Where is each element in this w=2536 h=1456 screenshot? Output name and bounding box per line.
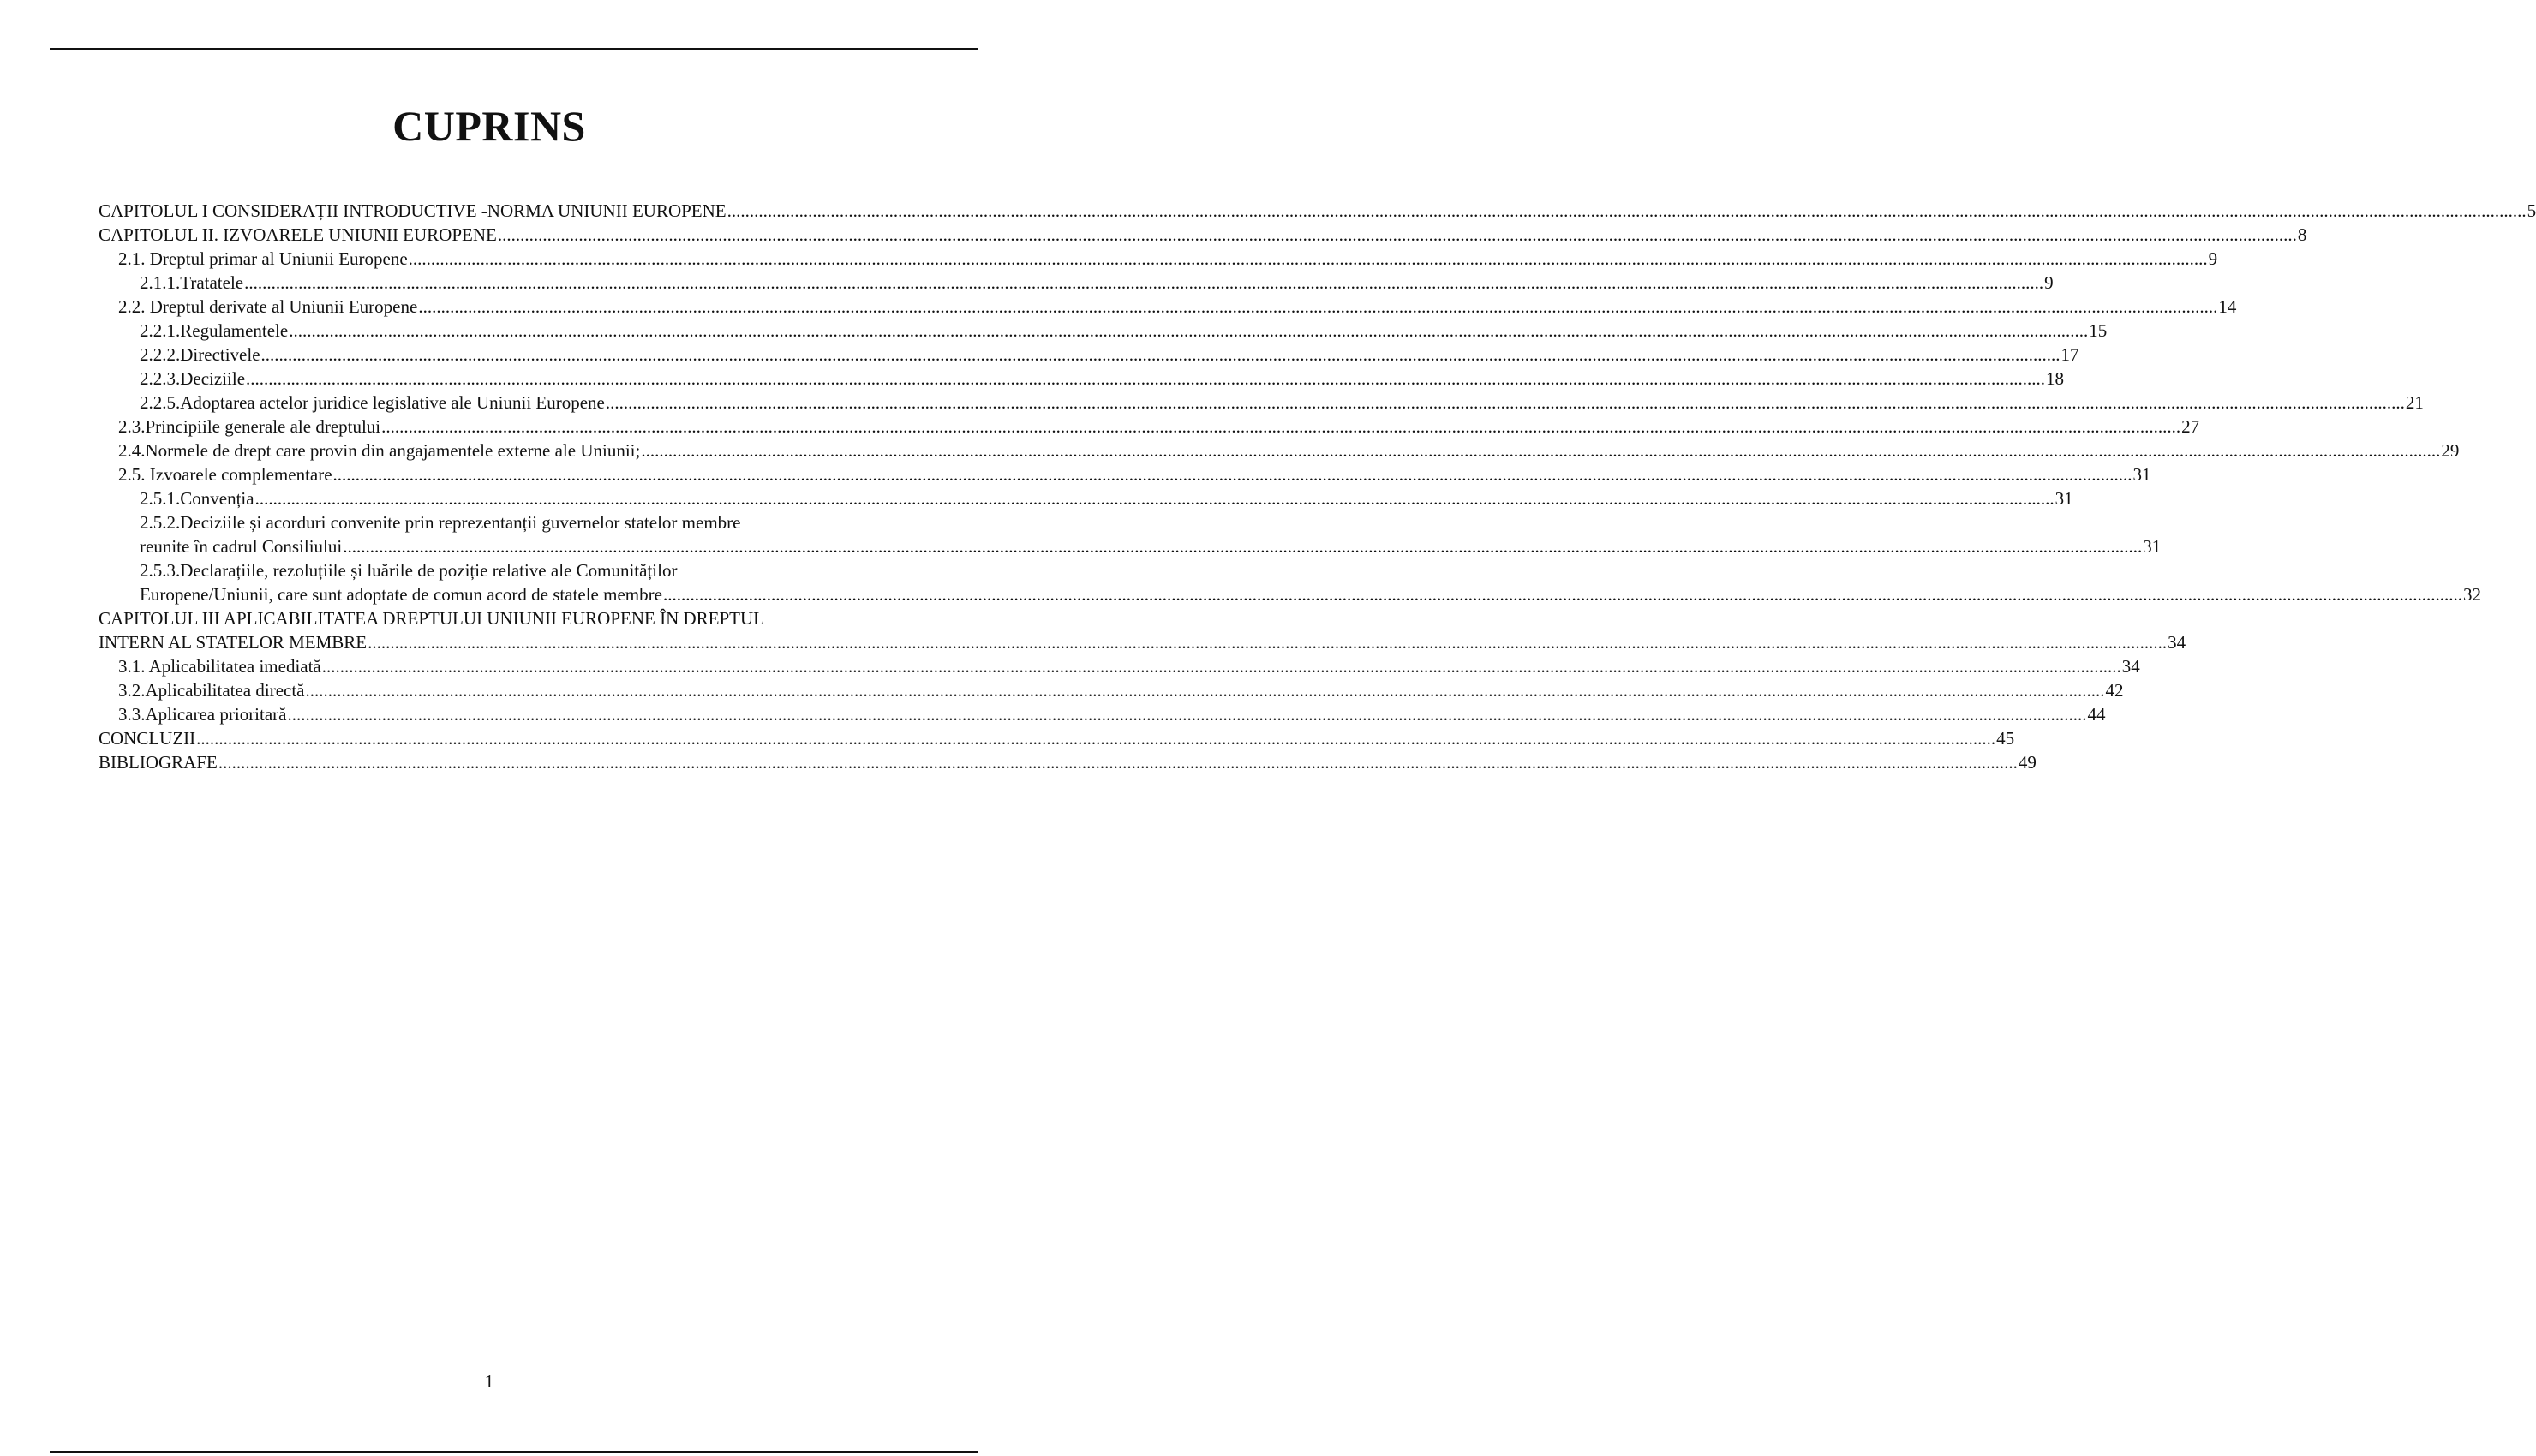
toc-entry xyxy=(99,462,2151,486)
toc-page-number: 42 xyxy=(2105,680,2124,701)
toc-entry xyxy=(99,702,2106,726)
dot-leader: ................................................................................................................................................................................................................................................................................................................................................................................................................ xyxy=(287,704,2087,725)
toc-entry-text-line: 2.5.2.Deciziile și acorduri convenite prin reprezentanții guvernelor statelor membre xyxy=(140,512,741,533)
dot-leader: ................................................................................................................................................................................................................................................................................................................................................................................................................ xyxy=(244,272,2044,293)
toc-entry xyxy=(99,654,2140,678)
toc-page-number: 31 xyxy=(2132,464,2151,485)
toc-entry xyxy=(99,510,2162,558)
dot-leader: ................................................................................................................................................................................................................................................................................................................................................................................................................ xyxy=(196,728,1996,749)
dot-leader: ................................................................................................................................................................................................................................................................................................................................................................................................................ xyxy=(418,296,2218,317)
dot-leader: ................................................................................................................................................................................................................................................................................................................................................................................................................ xyxy=(641,440,2441,461)
header-rule xyxy=(50,48,978,50)
toc-entry xyxy=(99,343,2079,367)
toc-entry xyxy=(99,678,2124,702)
toc-page-number: 9 xyxy=(2208,248,2218,269)
toc-row xyxy=(99,750,2037,774)
toc-row xyxy=(99,630,2186,654)
toc-entry xyxy=(99,295,2237,319)
toc-page-number: 34 xyxy=(2168,632,2186,653)
toc-row xyxy=(118,462,2151,486)
toc-entry xyxy=(99,367,2065,391)
toc-page-number: 44 xyxy=(2087,704,2106,725)
toc-page-number: 15 xyxy=(2089,320,2108,341)
toc-entry xyxy=(99,391,2424,415)
toc-row xyxy=(140,367,2065,391)
dot-leader: ................................................................................................................................................................................................................................................................................................................................................................................................................ xyxy=(305,680,2105,701)
table-of-contents xyxy=(99,199,2536,774)
toc-entry-title: 3.1. Aplicabilitatea imediată xyxy=(118,656,321,677)
toc-page-number: 8 xyxy=(2297,224,2307,245)
dot-leader: ................................................................................................................................................................................................................................................................................................................................................................................................................ xyxy=(727,200,2527,221)
dot-leader: ................................................................................................................................................................................................................................................................................................................................................................................................................ xyxy=(332,464,2132,485)
toc-entry-title: CAPITOLUL I CONSIDERAȚII INTRODUCTIVE -NORMA UNIUNII EUROPENE xyxy=(99,200,727,221)
toc-row xyxy=(140,319,2108,343)
toc-page-number: 32 xyxy=(2462,584,2481,605)
dot-leader: ................................................................................................................................................................................................................................................................................................................................................................................................................ xyxy=(343,536,2143,557)
dot-leader: ................................................................................................................................................................................................................................................................................................................................................................................................................ xyxy=(289,320,2089,341)
toc-entry-title: 2.1.1.Tratatele xyxy=(140,272,244,293)
toc-entry-title: 2.2. Dreptul derivate al Uniunii Europene xyxy=(118,296,418,317)
toc-row xyxy=(118,295,2237,319)
dot-leader: ................................................................................................................................................................................................................................................................................................................................................................................................................ xyxy=(381,416,2181,437)
toc-entry-title: 3.2.Aplicabilitatea directă xyxy=(118,680,305,701)
toc-row xyxy=(118,702,2106,726)
toc-entry-title: CAPITOLUL II. IZVOARELE UNIUNII EUROPENE xyxy=(99,224,497,245)
toc-entry xyxy=(99,750,2037,774)
toc-page-number: 34 xyxy=(2121,656,2140,677)
toc-entry-title: 2.2.2.Directivele xyxy=(140,344,260,365)
toc-entry-title: 2.5.1.Convenția xyxy=(140,488,254,509)
dot-leader: ................................................................................................................................................................................................................................................................................................................................................................................................................ xyxy=(662,584,2462,605)
toc-entry-title: 2.3.Principiile generale ale dreptului xyxy=(118,416,381,437)
toc-row xyxy=(140,486,2073,510)
toc-page-number: 21 xyxy=(2405,392,2424,413)
toc-page-number: 31 xyxy=(2055,488,2073,509)
toc-entry xyxy=(99,199,2536,223)
toc-row xyxy=(118,247,2218,271)
toc-entry xyxy=(99,606,2186,654)
toc-entry xyxy=(99,271,2054,295)
toc-row xyxy=(140,534,2162,558)
toc-entry-title: INTERN AL STATELOR MEMBRE xyxy=(99,632,368,653)
toc-page-number: 45 xyxy=(1996,728,2015,749)
toc-page-number: 18 xyxy=(2046,368,2065,389)
page-number: 1 xyxy=(484,1371,494,1392)
toc-row xyxy=(118,678,2124,702)
toc-entry xyxy=(99,247,2218,271)
toc-page-number: 31 xyxy=(2143,536,2162,557)
toc-page-number: 9 xyxy=(2044,272,2054,293)
toc-row xyxy=(140,391,2424,415)
page-title: CUPRINS xyxy=(392,102,586,150)
toc-entry-title: 2.2.5.Adoptarea actelor juridice legislative ale Uniunii Europene xyxy=(140,392,605,413)
toc-entry xyxy=(99,558,2481,606)
toc-page-number: 49 xyxy=(2018,752,2037,773)
dot-leader: ................................................................................................................................................................................................................................................................................................................................................................................................................ xyxy=(321,656,2121,677)
toc-entry-title: 2.1. Dreptul primar al Uniunii Europene xyxy=(118,248,408,269)
toc-page-number: 29 xyxy=(2441,440,2460,461)
dot-leader: ................................................................................................................................................................................................................................................................................................................................................................................................................ xyxy=(260,344,2060,365)
toc-entry-text-line: CAPITOLUL III APLICABILITATEA DREPTULUI UNIUNII EUROPENE ÎN DREPTUL xyxy=(99,608,764,629)
toc-entry-title: 3.3.Aplicarea prioritară xyxy=(118,704,287,725)
toc-row xyxy=(99,199,2536,223)
toc-entry-title: 2.4.Normele de drept care provin din angajamentele externe ale Uniunii; xyxy=(118,440,641,461)
toc-entry xyxy=(99,223,2307,247)
toc-entry-text-line: 2.5.3.Declarațiile, rezoluțiile și luările de poziție relative ale Comunităților xyxy=(140,560,678,581)
toc-entry xyxy=(99,319,2108,343)
dot-leader: ................................................................................................................................................................................................................................................................................................................................................................................................................ xyxy=(408,248,2208,269)
toc-entry xyxy=(99,726,2015,750)
toc-row xyxy=(140,582,2481,606)
toc-entry xyxy=(99,415,2200,439)
dot-leader: ................................................................................................................................................................................................................................................................................................................................................................................................................ xyxy=(497,224,2297,245)
toc-row xyxy=(99,223,2307,247)
toc-entry-title: reunite în cadrul Consiliului xyxy=(140,536,343,557)
toc-entry-title: 2.2.1.Regulamentele xyxy=(140,320,289,341)
toc-entry-title: 2.5. Izvoarele complementare xyxy=(118,464,332,485)
dot-leader: ................................................................................................................................................................................................................................................................................................................................................................................................................ xyxy=(605,392,2405,413)
toc-entry-title: 2.2.3.Deciziile xyxy=(140,368,246,389)
toc-page-number: 17 xyxy=(2060,344,2079,365)
toc-entry-title: CONCLUZII xyxy=(99,728,196,749)
toc-row xyxy=(118,439,2460,462)
toc-entry-title: BIBLIOGRAFE xyxy=(99,752,218,773)
dot-leader: ................................................................................................................................................................................................................................................................................................................................................................................................................ xyxy=(218,752,2018,773)
toc-row xyxy=(140,271,2054,295)
footer-rule xyxy=(50,1451,978,1453)
toc-page-number: 14 xyxy=(2218,296,2237,317)
toc-page-number: 5 xyxy=(2527,200,2536,221)
dot-leader: ................................................................................................................................................................................................................................................................................................................................................................................................................ xyxy=(368,632,2168,653)
dot-leader: ................................................................................................................................................................................................................................................................................................................................................................................................................ xyxy=(246,368,2046,389)
toc-entry-title: Europene/Uniunii, care sunt adoptate de comun acord de statele membre xyxy=(140,584,662,605)
toc-row xyxy=(118,415,2200,439)
toc-entry xyxy=(99,439,2460,462)
toc-page-number: 27 xyxy=(2181,416,2200,437)
toc-entry xyxy=(99,486,2073,510)
dot-leader: ................................................................................................................................................................................................................................................................................................................................................................................................................ xyxy=(254,488,2055,509)
toc-row xyxy=(118,654,2140,678)
toc-row xyxy=(99,726,2015,750)
toc-row xyxy=(140,343,2079,367)
